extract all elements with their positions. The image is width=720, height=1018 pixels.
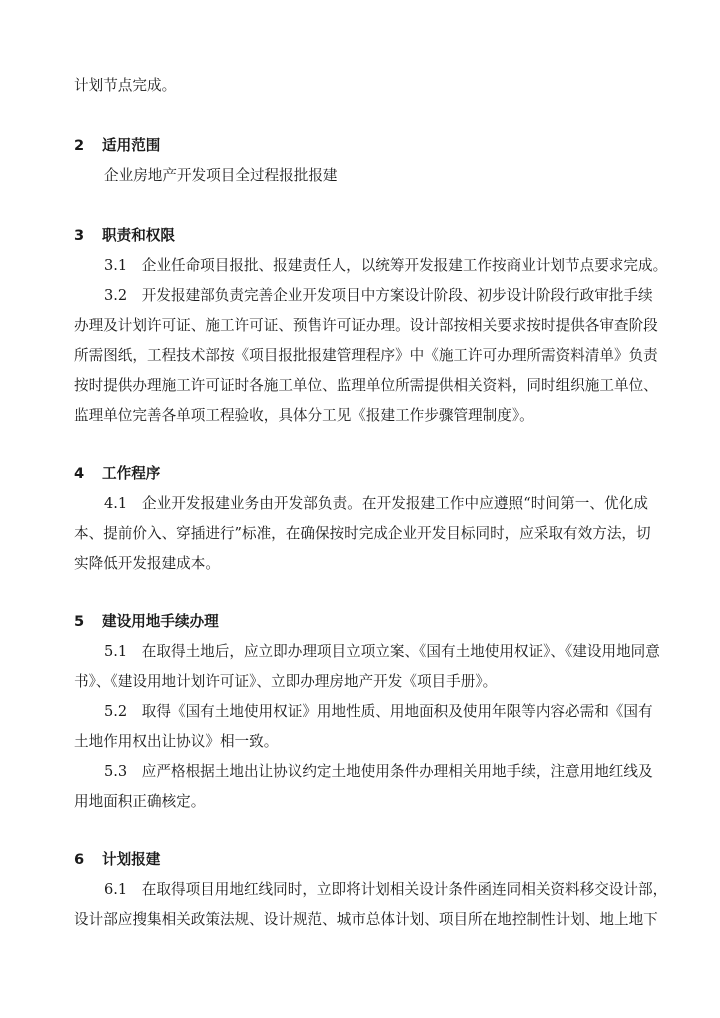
section-5-number: 5: [74, 613, 85, 630]
section-2-body: 企业房地产开发项目全过程报批报建: [104, 167, 338, 184]
section-2-title: 适用范围: [102, 137, 161, 154]
section-4-number: 4: [74, 465, 85, 482]
section-3-number: 3: [74, 227, 85, 244]
section-2-heading: [74, 136, 374, 156]
section-3-2-line-2: 办理及计划许可证、施工许可证、预售许可证办理。设计部按相关要求按时提供各审查阶段: [74, 317, 658, 334]
section-4-heading: [74, 464, 374, 484]
section-3-2-line-4: 按时提供办理施工许可证时各施工单位、监理单位所需提供相关资料，同时组织施工单位、: [74, 377, 658, 394]
section-6-heading: [74, 850, 374, 870]
section-3-2-line-1: 3.2 开发报建部负责完善企业开发项目中方案设计阶段、初步设计阶段行政审批手续: [104, 287, 653, 304]
section-5-1-line-1: 5.1 在取得土地后，应立即办理项目立项立案、《国有土地使用权证》、《建设用地同意: [104, 643, 660, 660]
section-3-2-line-3: 所需图纸，工程技术部按《项目报批报建管理程序》中《施工许可办理所需资料清单》负责: [74, 347, 658, 364]
section-6-title: 计划报建: [102, 851, 161, 868]
section-5-3-line-1: 5.3 应严格根据土地出让协议约定土地使用条件办理相关用地手续，注意用地红线及: [104, 763, 653, 780]
section-6-1-line-2: 设计部应搜集相关政策法规、设计规范、城市总体计划、项目所在地控制性计划、地上地下: [74, 911, 658, 928]
section-3-2-line-5: 监理单位完善各单项工程验收，具体分工见《报建工作步骤管理制度》。: [74, 407, 534, 424]
section-5-2-line-1: 5.2 取得《国有土地使用权证》用地性质、用地面积及使用年限等内容必需和《国有: [104, 703, 653, 720]
section-5-1-line-2: 书》、《建设用地计划许可证》、立即办理房地产开发《项目手册》。: [74, 673, 498, 690]
section-5-3-line-2: 用地面积正确核定。: [74, 793, 206, 810]
section-3-heading: [74, 226, 374, 246]
intro-tail: 计划节点完成。: [74, 77, 177, 94]
section-6-1-line-1: 6.1 在取得项目用地红线同时，立即将计划相关设计条件函连同相关资料移交设计部，: [104, 881, 668, 898]
section-3-title: 职责和权限: [102, 227, 175, 244]
section-5-title: 建设用地手续办理: [102, 613, 219, 630]
section-3-1-line: 3.1 企业任命项目报批、报建责任人，以统筹开发报建工作按商业计划节点要求完成。: [104, 257, 668, 274]
section-6-number: 6: [74, 851, 85, 868]
section-5-2-line-2: 土地作用权出让协议》相一致。: [74, 733, 279, 750]
section-2-number: 2: [74, 137, 85, 154]
section-4-1-line-1: 4.1 企业开发报建业务由开发部负责。在开发报建工作中应遵照“时间第一、优化成: [104, 495, 648, 512]
section-5-heading: [74, 612, 374, 632]
section-4-1-line-3: 实降低开发报建成本。: [74, 555, 220, 572]
section-4-title: 工作程序: [102, 465, 161, 482]
section-4-1-line-2: 本、提前价入、穿插进行”标准，在确保按时完成企业开发目标同时，应采取有效方法，切: [74, 525, 651, 542]
